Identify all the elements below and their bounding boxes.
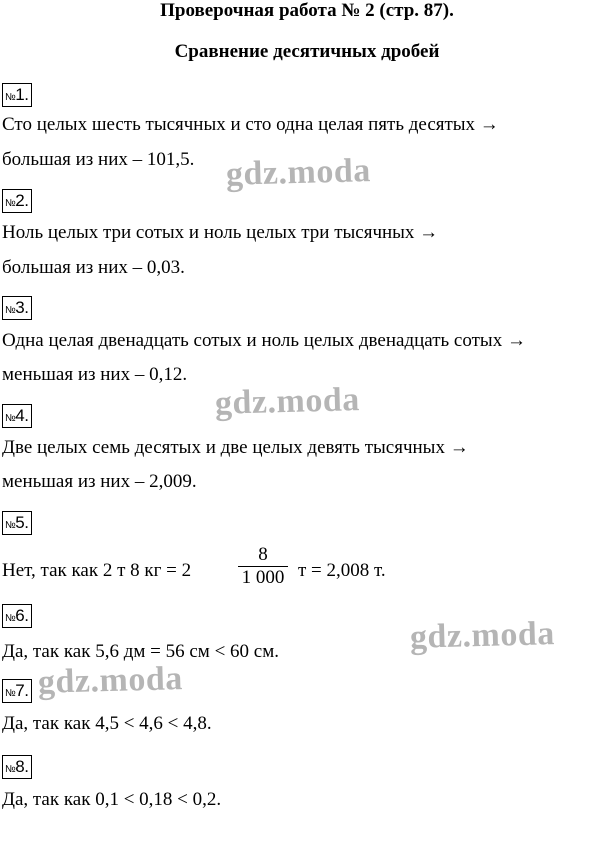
task-2-line-2: большая из них – 0,03.: [2, 257, 185, 278]
task-4-line-1: Две целых семь десятых и две целых девять тысячных →: [2, 437, 469, 458]
task-number-2: №2.: [2, 189, 32, 213]
task-5-text-before: Нет, так как 2 т 8 кг = 2: [2, 560, 192, 581]
watermark: gdz.moda: [37, 660, 184, 701]
task-8-line-1: Да, так как 0,1 < 0,18 < 0,2.: [2, 789, 222, 810]
fraction-denominator: 1 000: [241, 567, 285, 589]
task-number-8: №8.: [2, 755, 32, 779]
task-2-line-1: Ноль целых три сотых и ноль целых три тысячных →: [2, 222, 439, 243]
task-1-line-2: большая из них – 101,5.: [2, 149, 195, 170]
task-number-7: №7.: [2, 679, 32, 703]
task-number-3: №3.: [2, 296, 32, 320]
task-3-line-1: Одна целая двенадцать сотых и ноль целых двенадцать сотых →: [2, 330, 526, 351]
watermark: gdz.moda: [225, 152, 372, 193]
watermark: gdz.moda: [214, 381, 361, 422]
watermark: gdz.moda: [409, 615, 556, 656]
fraction-numerator: 8: [258, 544, 268, 565]
task-number-5: №5.: [2, 511, 32, 535]
task-7-line-1: Да, так как 4,5 < 4,6 < 4,8.: [2, 713, 212, 734]
task-5-fraction: [236, 544, 290, 589]
page-title: Проверочная работа № 2 (стр. 87).: [160, 0, 454, 21]
task-number-6: №6.: [2, 604, 32, 628]
task-4-line-2: меньшая из них – 2,009.: [2, 471, 197, 492]
task-5-text-after: т = 2,008 т.: [298, 560, 386, 581]
task-number-4: №4.: [2, 404, 32, 428]
task-3-line-2: меньшая из них – 0,12.: [2, 364, 188, 385]
page-subtitle: Сравнение десятичных дробей: [174, 41, 440, 62]
task-1-line-1: Сто целых шесть тысячных и сто одна целая пять десятых →: [2, 114, 499, 135]
task-number-1: №1.: [2, 83, 32, 107]
task-6-line-1: Да, так как 5,6 дм = 56 см < 60 см.: [2, 641, 279, 662]
